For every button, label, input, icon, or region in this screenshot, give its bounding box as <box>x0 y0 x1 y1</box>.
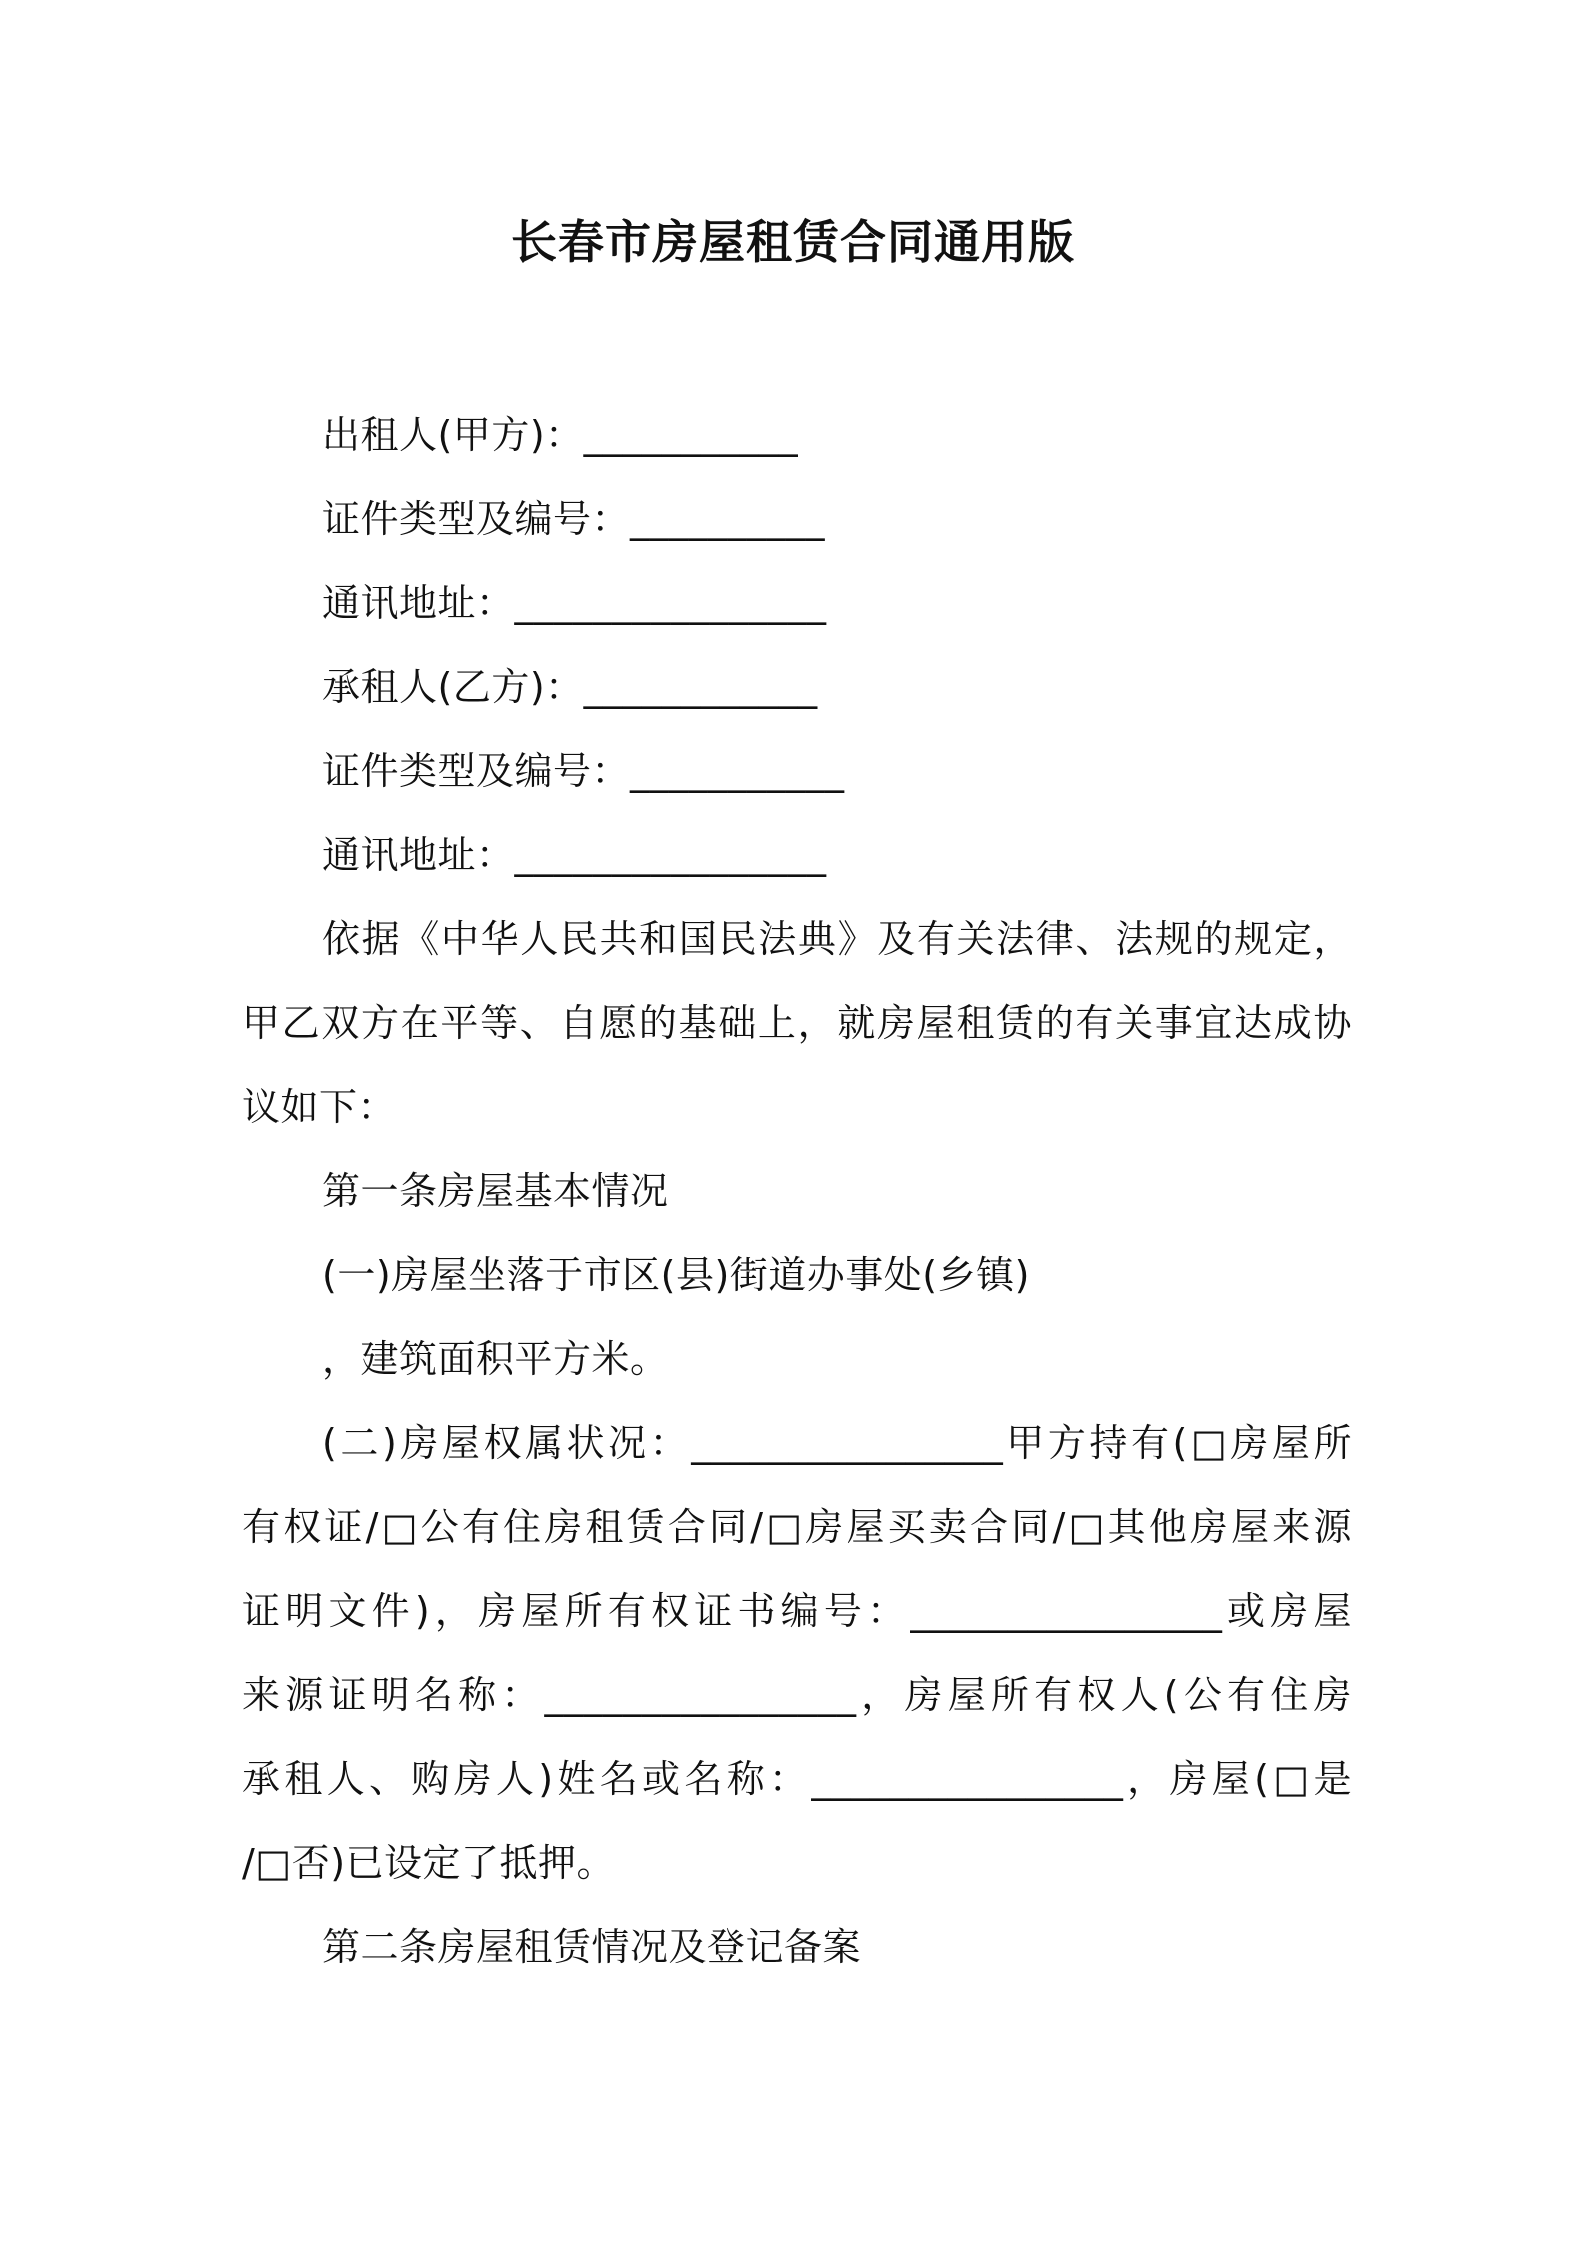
article-1-heading: 第一条房屋基本情况 <box>322 1169 669 1213</box>
lessee-address-field: 通讯地址：________________ <box>322 833 827 877</box>
article-1-item-1-cont: ，建筑面积平方米。 <box>322 1337 669 1381</box>
page-title: 长春市房屋租赁合同通用版 <box>511 215 1075 269</box>
preamble-line-2: 甲乙双方在平等、自愿的基础上，就房屋租赁的有关事宜达成协 <box>242 1001 1352 1045</box>
article-1-item-2-line-3: 证明文件)，房屋所有权证书编号：________________或房屋 <box>242 1589 1352 1633</box>
preamble-line-1: 依据《中华人民共和国民法典》及有关法律、法规的规定， <box>322 917 1352 961</box>
lessor-address-field: 通讯地址：________________ <box>322 581 827 625</box>
article-1-item-2-line-5: 承租人、购房人)姓名或名称：________________，房屋(□是 <box>242 1757 1352 1801</box>
article-2-heading: 第二条房屋租赁情况及登记备案 <box>322 1925 862 1969</box>
lessee-field: 承租人(乙方)：____________ <box>322 665 818 709</box>
preamble-line-3: 议如下： <box>242 1085 397 1129</box>
article-1-item-1: (一)房屋坐落于市区(县)街道办事处(乡镇) <box>322 1253 1030 1297</box>
article-1-item-2-line-2: 有权证/□公有住房租赁合同/□房屋买卖合同/□其他房屋来源 <box>242 1505 1352 1549</box>
lessor-id-field: 证件类型及编号：__________ <box>322 497 826 541</box>
lessee-id-field: 证件类型及编号：___________ <box>322 749 845 793</box>
article-1-item-2-line-1: (二)房屋权属状况：________________甲方持有(□房屋所 <box>322 1421 1352 1465</box>
article-1-item-2-line-6: /□否)已设定了抵押。 <box>242 1841 616 1885</box>
lessor-field: 出租人(甲方)：___________ <box>322 413 799 457</box>
article-1-item-2-line-4: 来源证明名称：________________，房屋所有权人(公有住房 <box>242 1673 1352 1717</box>
